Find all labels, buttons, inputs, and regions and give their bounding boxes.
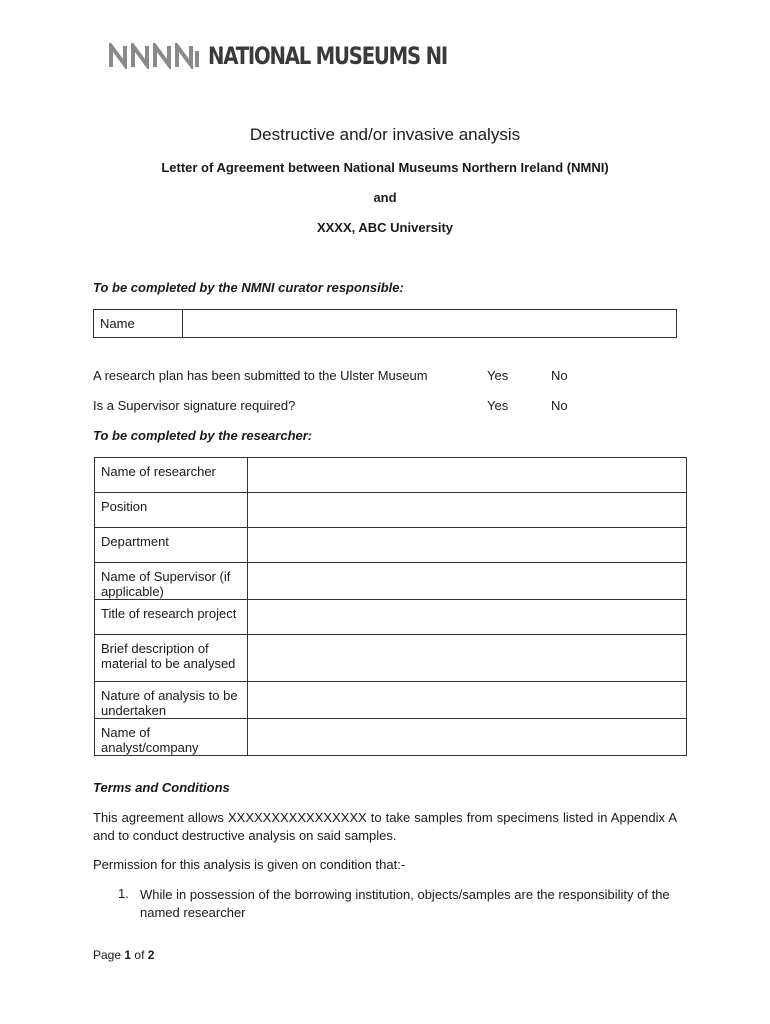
researcher-row-label: Name of Supervisor (if applicable) (95, 563, 248, 600)
researcher-row-field[interactable] (248, 635, 687, 682)
page-footer (93, 948, 154, 962)
researcher-section-heading: To be completed by the researcher: (93, 428, 313, 443)
research-plan-no[interactable]: No (551, 368, 568, 383)
researcher-row-label: Brief description of material to be analysed (95, 635, 248, 682)
researcher-table (94, 457, 687, 756)
researcher-row-label: Name of analyst/company (95, 719, 248, 756)
researcher-row-label: Department (95, 528, 248, 563)
researcher-row-field[interactable] (248, 563, 687, 600)
researcher-row-field[interactable] (248, 600, 687, 635)
terms-heading: Terms and Conditions (93, 780, 230, 795)
condition-item: While in possession of the borrowing institution, objects/samples are the responsibility of the named researcher (140, 887, 670, 920)
curator-section-heading: To be completed by the NMNI curator responsible: (93, 280, 404, 295)
researcher-row-field[interactable] (248, 682, 687, 719)
logo-wordmark: NATIONAL MUSEUMS NI (208, 42, 447, 70)
page-word: Page (93, 948, 122, 962)
agreement-subtitle: Letter of Agreement between National Museums Northern Ireland (NMNI) (161, 160, 609, 175)
page-total: 2 (147, 948, 155, 962)
researcher-row-label: Name of researcher (95, 458, 248, 493)
researcher-row-field[interactable] (248, 493, 687, 528)
curator-name-label: Name (94, 310, 183, 338)
researcher-row-label: Title of research project (95, 600, 248, 635)
researcher-row-field[interactable] (248, 719, 687, 756)
researcher-row-field[interactable] (248, 458, 687, 493)
of-word: of (134, 948, 145, 962)
research-plan-question: A research plan has been submitted to the Ulster Museum (93, 368, 428, 383)
supervisor-signature-yes[interactable]: Yes (487, 398, 509, 413)
terms-paragraph: This agreement allows XXXXXXXXXXXXXXXX to take samples from specimens listed in Appendix A and to conduct destructive analysis on said samples. (93, 810, 677, 843)
page-number: 1 (124, 948, 132, 962)
document-title: Destructive and/or invasive analysis (249, 125, 521, 144)
supervisor-signature-no[interactable]: No (551, 398, 568, 413)
supervisor-signature-question: Is a Supervisor signature required? (93, 398, 296, 413)
curator-name-field[interactable] (183, 310, 677, 338)
researcher-row-field[interactable] (248, 528, 687, 563)
permission-paragraph: Permission for this analysis is given on condition that:- (93, 857, 406, 872)
nmni-logo (108, 42, 499, 70)
agreement-and: and (373, 190, 397, 205)
researcher-row-label: Position (95, 493, 248, 528)
research-plan-yes[interactable]: Yes (487, 368, 509, 383)
agreement-party: XXXX, ABC University (316, 220, 454, 235)
curator-name-table (93, 309, 677, 338)
researcher-row-label: Nature of analysis to be undertaken (95, 682, 248, 719)
nmni-logo-mark-icon (108, 43, 200, 69)
condition-number: 1. (118, 886, 129, 901)
